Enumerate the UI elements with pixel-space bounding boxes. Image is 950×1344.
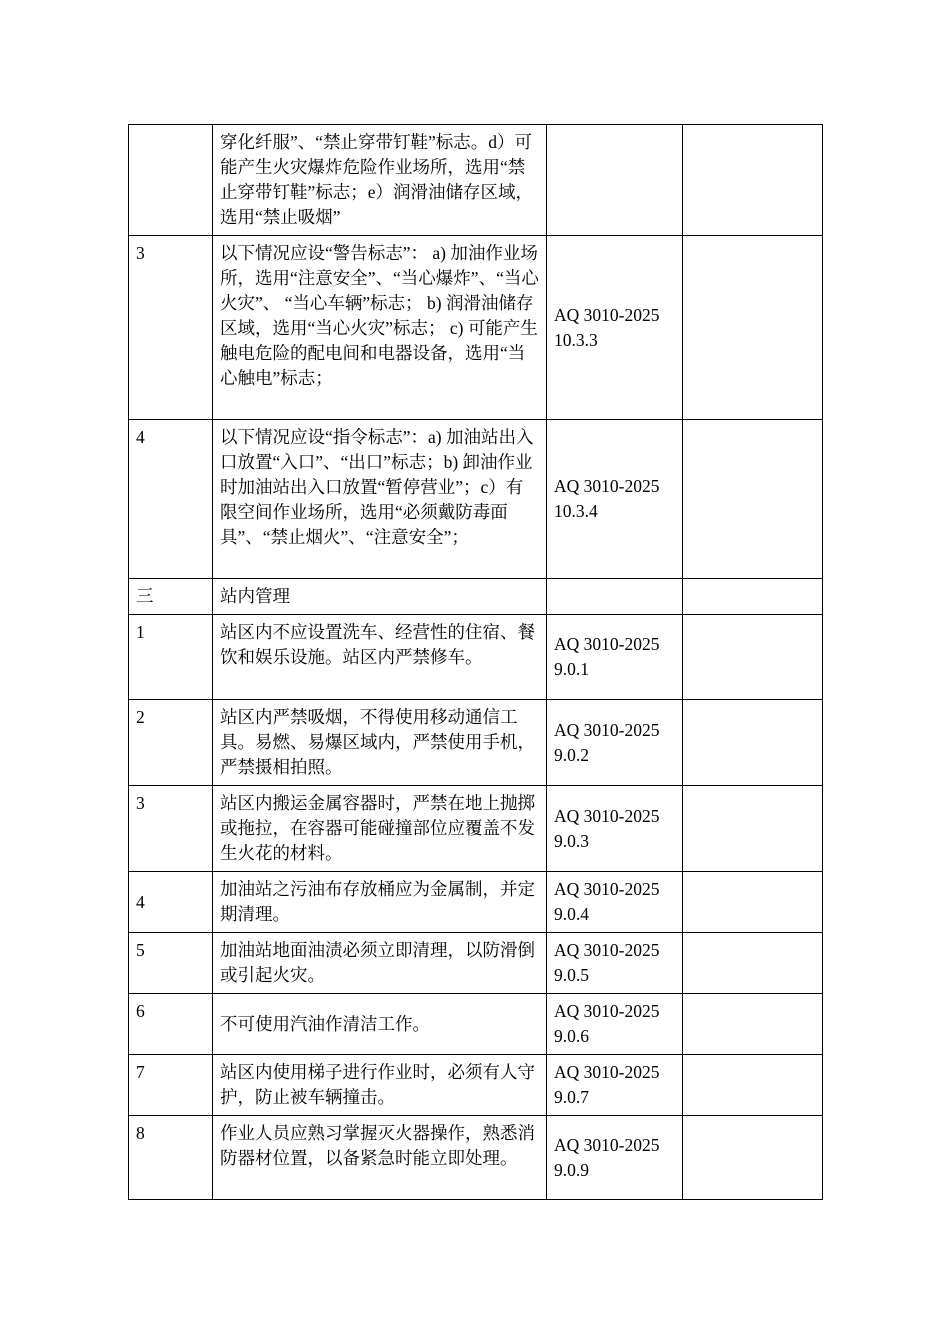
row-number: 4	[129, 872, 213, 933]
row-reference: AQ 3010-2025 9.0.5	[547, 933, 683, 994]
table-row	[129, 994, 823, 1055]
table-row	[129, 700, 823, 786]
row-reference: AQ 3010-2025 10.3.3	[547, 236, 683, 420]
row-number: 8	[129, 1116, 213, 1200]
row-note	[683, 933, 823, 994]
row-reference: AQ 3010-2025 10.3.4	[547, 420, 683, 579]
table-row	[129, 786, 823, 872]
row-content: 加油站地面油渍必须立即清理，以防滑倒或引起火灾。	[213, 933, 547, 994]
row-content: 穿化纤服”、“禁止穿带钉鞋”标志。d）可能产生火灾爆炸危险作业场所，选用“禁止穿带钉鞋”标志；e）润滑油储存区域，选用“禁止吸烟”	[213, 125, 547, 236]
row-reference	[547, 125, 683, 236]
row-note	[683, 125, 823, 236]
row-number: 4	[129, 420, 213, 579]
row-reference: AQ 3010-2025 9.0.9	[547, 1116, 683, 1200]
row-content: 作业人员应熟习掌握灭火器操作，熟悉消防器材位置，以备紧急时能立即处理。	[213, 1116, 547, 1200]
row-note	[683, 236, 823, 420]
row-reference: AQ 3010-2025 9.0.4	[547, 872, 683, 933]
row-content: 不可使用汽油作清洁工作。	[213, 994, 547, 1055]
row-note	[683, 420, 823, 579]
row-note	[683, 700, 823, 786]
table-row	[129, 872, 823, 933]
row-number: 3	[129, 786, 213, 872]
row-note	[683, 579, 823, 615]
row-content: 加油站之污油布存放桶应为金属制，并定期清理。	[213, 872, 547, 933]
row-content: 站区内搬运金属容器时，严禁在地上抛掷或拖拉，在容器可能碰撞部位应覆盖不发生火花的材料。	[213, 786, 547, 872]
row-note	[683, 994, 823, 1055]
table-row	[129, 236, 823, 420]
row-number: 3	[129, 236, 213, 420]
row-reference: AQ 3010-2025 9.0.2	[547, 700, 683, 786]
row-note	[683, 1055, 823, 1116]
row-content: 站区内不应设置洗车、经营性的住宿、餐饮和娱乐设施。站区内严禁修车。	[213, 615, 547, 700]
row-note	[683, 872, 823, 933]
table-row	[129, 420, 823, 579]
row-reference: AQ 3010-2025 9.0.3	[547, 786, 683, 872]
row-reference: AQ 3010-2025 9.0.1	[547, 615, 683, 700]
row-number: 6	[129, 994, 213, 1055]
table-row	[129, 615, 823, 700]
row-content: 以下情况应设“指令标志”：a) 加油站出入口放置“入口”、“出口”标志；b) 卸油作业时加油站出入口放置“暂停营业”；c）有限空间作业场所，选用“必须戴防毒面具”、“禁止烟火”、“注意安全”；	[213, 420, 547, 579]
row-reference	[547, 579, 683, 615]
section-header-row	[129, 579, 823, 615]
row-content: 站区内严禁吸烟，不得使用移动通信工具。易燃、易爆区域内，严禁使用手机，严禁摄相拍照。	[213, 700, 547, 786]
table-row	[129, 933, 823, 994]
row-note	[683, 615, 823, 700]
row-number: 2	[129, 700, 213, 786]
row-number: 1	[129, 615, 213, 700]
table-row	[129, 125, 823, 236]
section-number: 三	[129, 579, 213, 615]
row-note	[683, 786, 823, 872]
table-row	[129, 1116, 823, 1200]
row-content: 站区内使用梯子进行作业时，必须有人守护，防止被车辆撞击。	[213, 1055, 547, 1116]
row-content: 以下情况应设“警告标志”： a) 加油作业场所，选用“注意安全”、“当心爆炸”、“当心火灾”、 “当心车辆”标志； b) 润滑油储存区域，选用“当心火灾”标志； c) 可能产生触电危险的配电间和电器设备，选用“当心触电”标志；	[213, 236, 547, 420]
row-reference: AQ 3010-2025 9.0.7	[547, 1055, 683, 1116]
row-reference: AQ 3010-2025 9.0.6	[547, 994, 683, 1055]
row-number: 7	[129, 1055, 213, 1116]
regulation-table	[128, 124, 823, 1200]
section-title: 站内管理	[213, 579, 547, 615]
row-number: 5	[129, 933, 213, 994]
table-row	[129, 1055, 823, 1116]
row-note	[683, 1116, 823, 1200]
row-number	[129, 125, 213, 236]
